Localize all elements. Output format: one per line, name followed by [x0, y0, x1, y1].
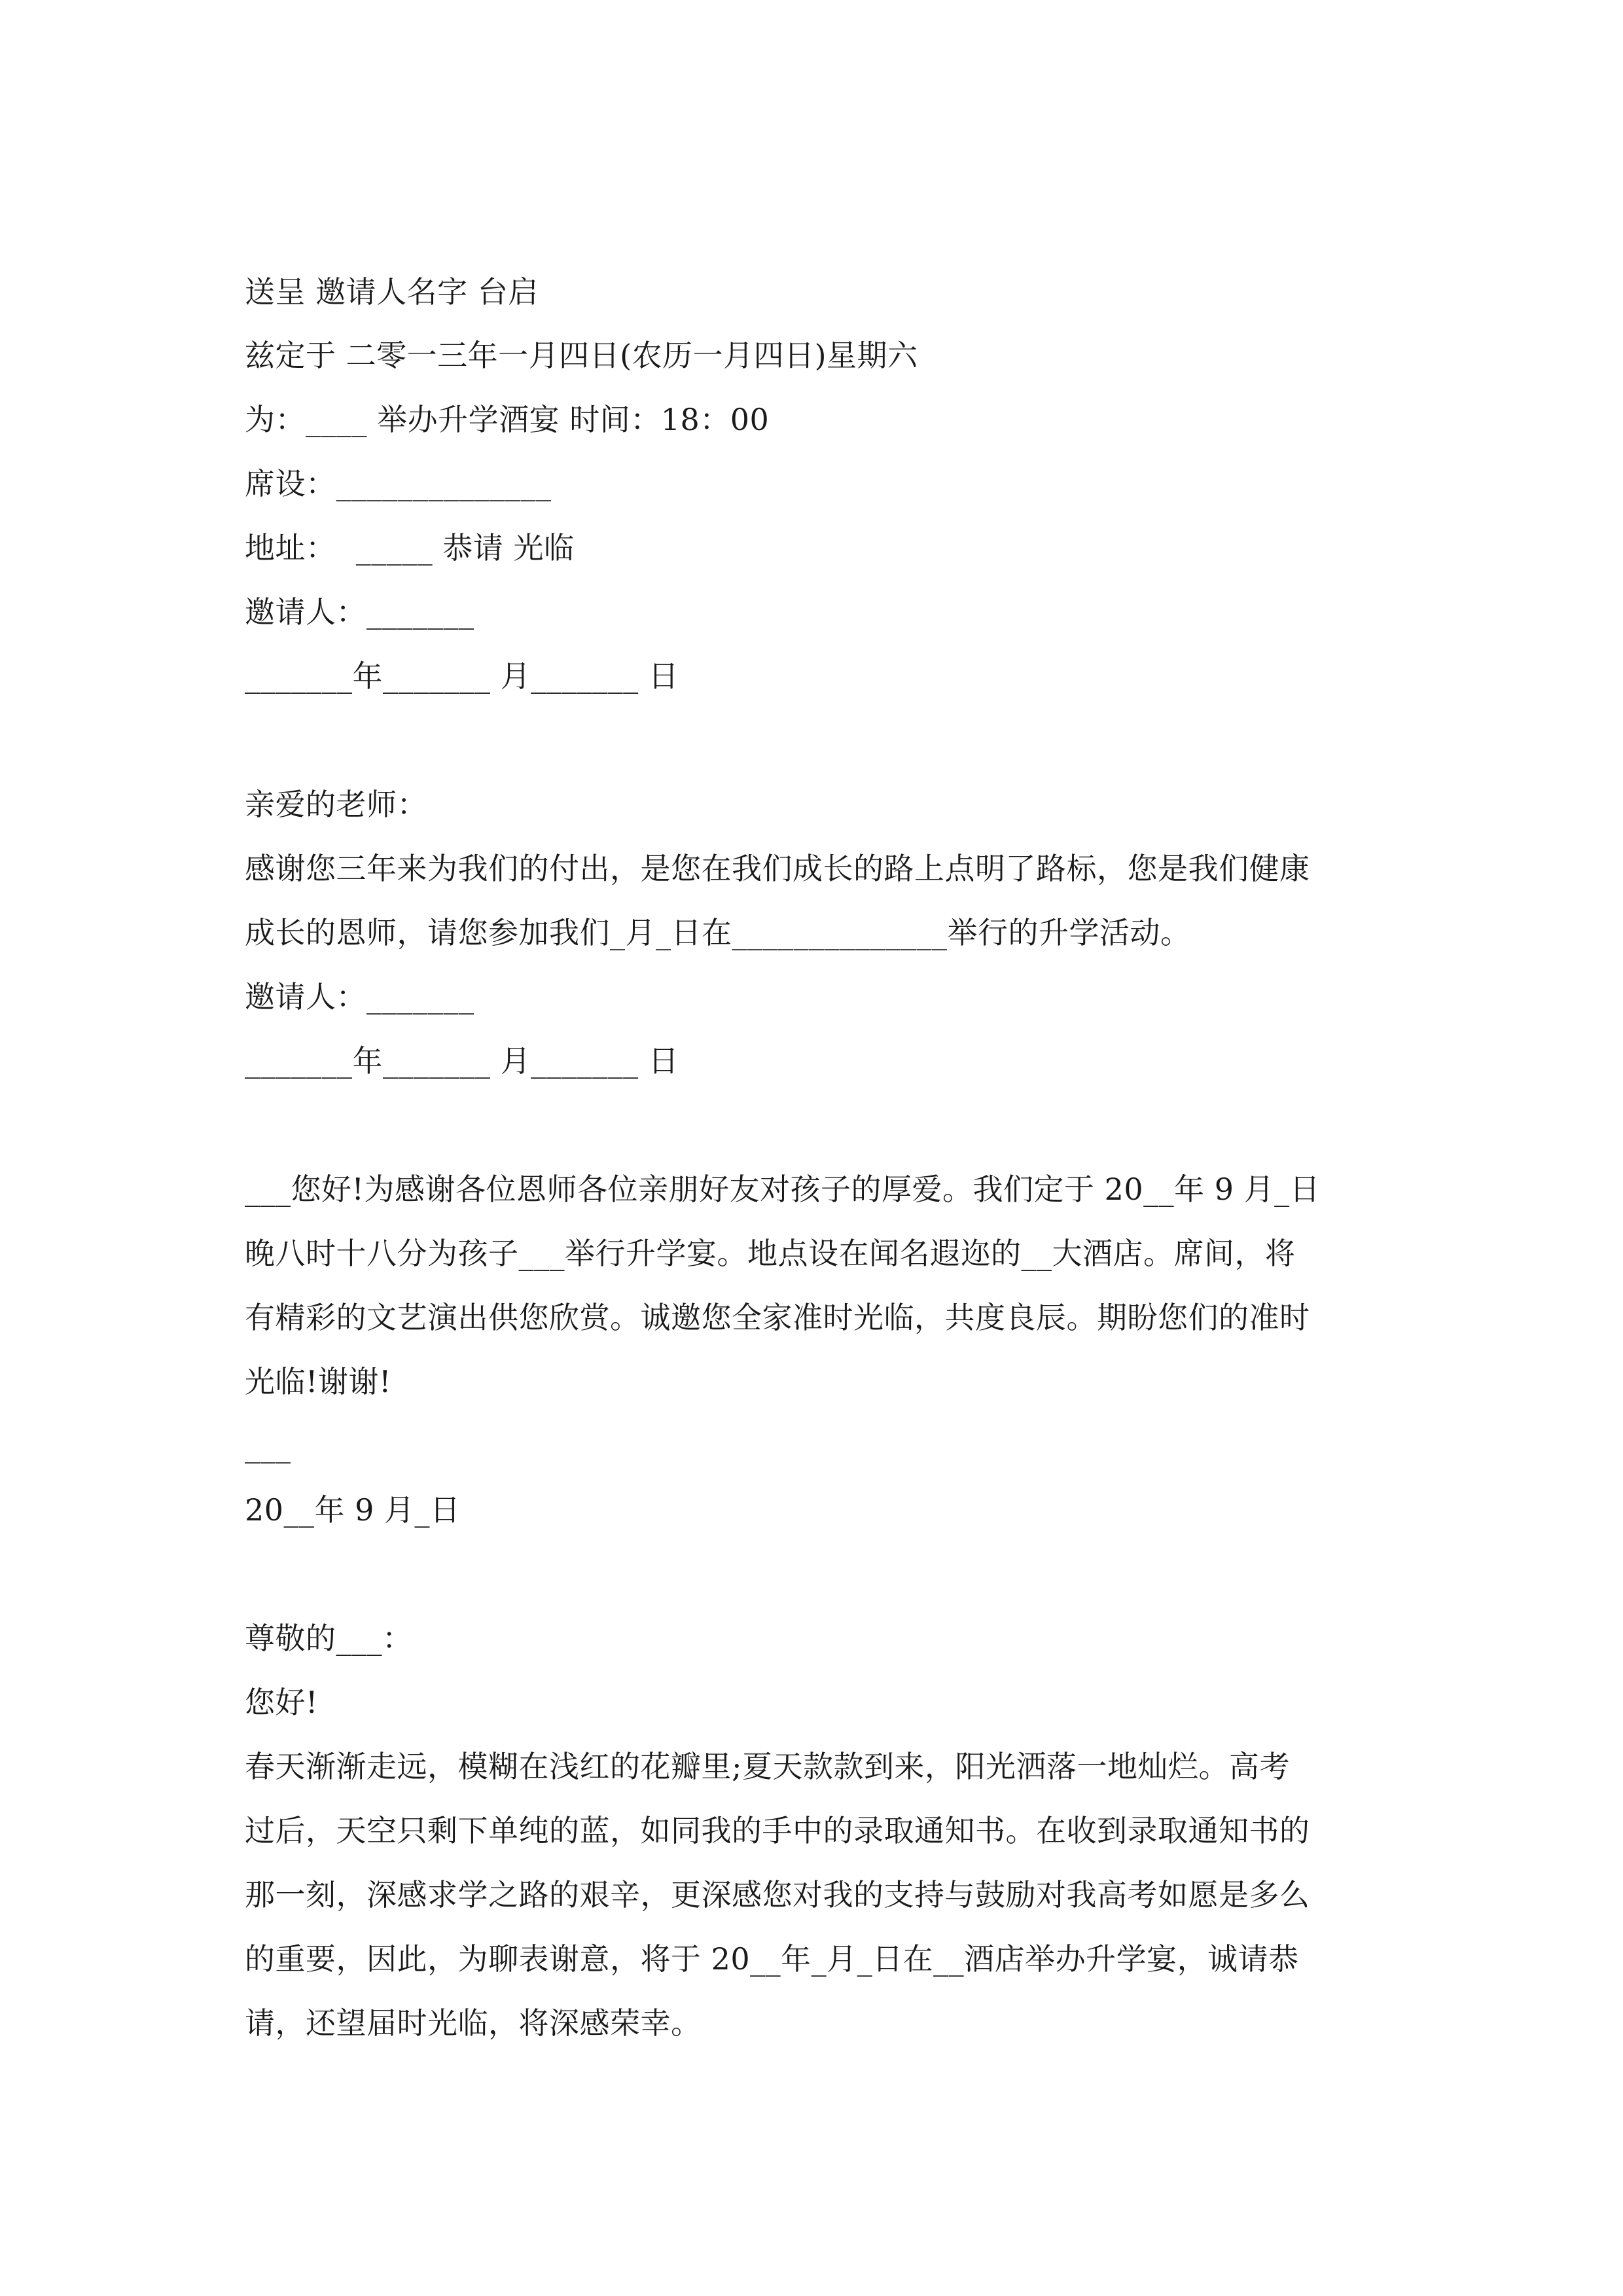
invite1-signature-date: _______年_______ 月_______ 日	[245, 658, 679, 694]
invite1-inviter: 邀请人：_______	[245, 594, 474, 630]
invite4-greeting: 您好!	[245, 1685, 318, 1720]
invite2-inviter: 邀请人：_______	[245, 979, 474, 1014]
invite2-salutation: 亲爱的老师：	[245, 787, 427, 822]
invite1-occasion: 为：____ 举办升学酒宴 时间：18：00	[245, 402, 770, 437]
invite2-body-line-1: 感谢您三年来为我们的付出，是您在我们成长的路上点明了路标，您是我们健康	[245, 851, 1310, 886]
invite1-date: 兹定于 二零一三年一月四日(农历一月四日)星期六	[245, 338, 918, 373]
invite4-body-line-1: 春天渐渐走远，模糊在浅红的花瓣里;夏天款款到来，阳光洒落一地灿烂。高考	[245, 1749, 1290, 1784]
invite4-body-line-3: 那一刻，深感求学之路的艰辛，更深感您对我的支持与鼓励对我高考如愿是多么	[245, 1877, 1310, 1912]
invite2-signature-date: _______年_______ 月_______ 日	[245, 1043, 679, 1079]
invite3-body-line-3: 有精彩的文艺演出供您欣赏。诚邀您全家准时光临，共度良辰。期盼您们的准时	[245, 1300, 1310, 1335]
invite3-body-line-2: 晚八时十八分为孩子___举行升学宴。地点设在闻名遐迩的__大酒店。席间，将	[245, 1236, 1296, 1271]
invite1-venue: 席设：______________	[245, 466, 552, 501]
invite4-salutation: 尊敬的___：	[245, 1621, 413, 1656]
invite4-body-line-5: 请，还望届时光临，将深感荣幸。	[245, 2005, 702, 2041]
invite3-date: 20__年 9 月_日	[245, 1492, 461, 1528]
invite1-address: 地址： _____ 恭请 光临	[245, 530, 575, 565]
invite2-body-line-2: 成长的恩师，请您参加我们_月_日在______________举行的升学活动。	[245, 915, 1191, 950]
invite3-signature: ___	[245, 1428, 291, 1463]
invite4-body-line-4: 的重要，因此，为聊表谢意，将于 20__年_月_日在__酒店举办升学宴，诚请恭	[245, 1941, 1299, 1977]
invite3-body-line-1: ___您好!为感谢各位恩师各位亲朋好友对孩子的厚爱。我们定于 20__年 9 月_日	[245, 1172, 1321, 1207]
invite1-addressee: 送呈 邀请人名字 台启	[245, 274, 539, 310]
invite4-body-line-2: 过后，天空只剩下单纯的蓝，如同我的手中的录取通知书。在收到录取通知书的	[245, 1813, 1310, 1848]
invite3-body-line-4: 光临!谢谢!	[245, 1364, 391, 1399]
